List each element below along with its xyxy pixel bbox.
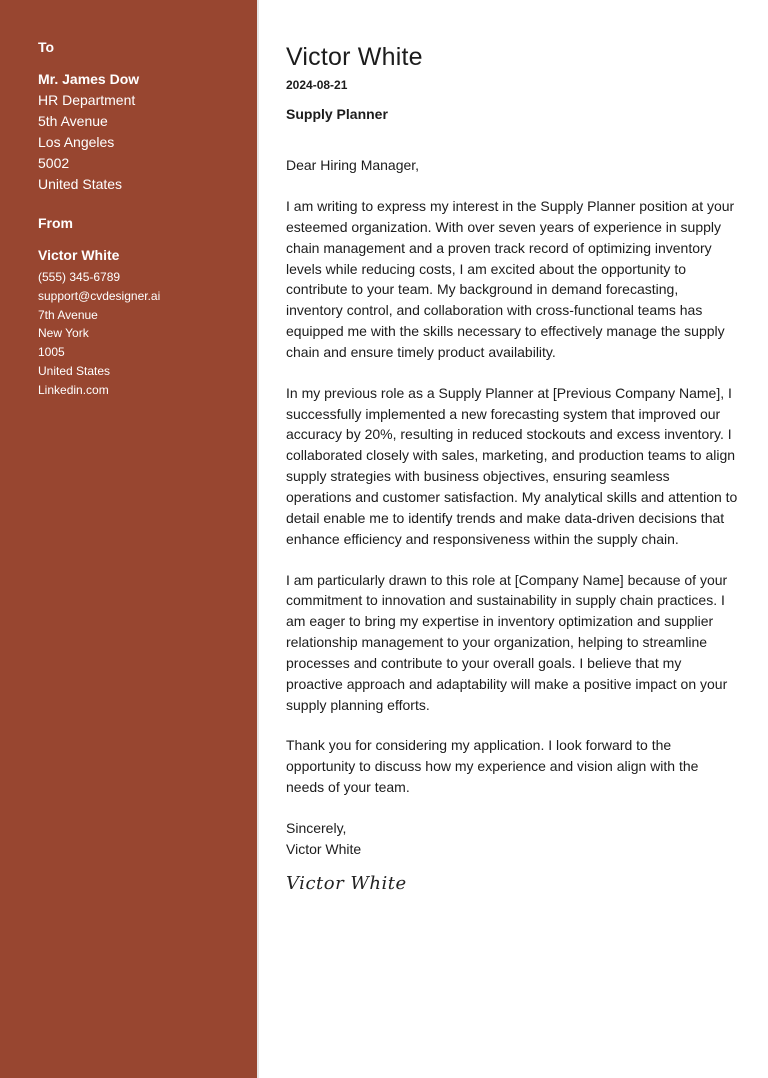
paragraph-3: I am particularly drawn to this role at [Company Name] because of your commitment to innovation and sustainability in supply chain practices. I am eager to bring my expertise in inventory optimization and supplier relationship management to your organization, helping to streamline processes and contribute to your overall goals. I believe that my proactive approach and adaptability will make a positive impact on your supply planning efforts. — [286, 571, 728, 713]
sender-street: 7th Avenue — [38, 307, 98, 322]
sender-name: Victor White — [38, 247, 120, 263]
recipient-name: Mr. James Dow — [38, 71, 140, 87]
sender-city: New York — [38, 326, 89, 341]
to-heading: To — [38, 39, 55, 55]
paragraph-2: In my previous role as a Supply Planner at [Previous Company Name], I successfully implemented a new forecasting system that improved our accuracy by 20%, resulting in reduced stockouts and excess inventory. I collaborated closely with sales, marketing, and production teams to align supply strategies with business objectives, ensuring seamless operations and customer satisfaction. My analytical skills and attention to detail enable me to identify trends and make data-driven decisions that enhance efficiency and responsiveness within the supply chain. — [286, 384, 738, 547]
sender-country: United States — [38, 363, 111, 378]
sender-email: support@cvdesigner.ai — [38, 288, 161, 303]
sidebar — [0, 0, 257, 1078]
closing-phrase: Sincerely, — [286, 819, 347, 836]
from-heading: From — [38, 215, 73, 231]
job-title: Supply Planner — [286, 106, 388, 122]
sender-block — [38, 245, 237, 400]
paragraph-1: I am writing to express my interest in the Supply Planner position at your esteemed organization. With over seven years of experience in supply chain management and a proven track record of optimizing inventory levels while reducing costs, I am excited about the opportunity to contribute to your team. My background in demand forecasting, inventory control, and collaboration with cross-functional teams has equipped me with the skills necessary to effectively manage the supply chain and ensure timely product availability. — [286, 198, 735, 360]
recipient-street: 5th Avenue — [38, 113, 108, 129]
closing-block — [286, 818, 738, 860]
recipient-department: HR Department — [38, 92, 136, 108]
handwritten-signature: Victor White — [286, 872, 407, 894]
letter-date: 2024-08-21 — [286, 78, 348, 92]
recipient-city: Los Angeles — [38, 134, 115, 150]
letter-body — [259, 0, 768, 1078]
sender-phone: (555) 345-6789 — [38, 270, 121, 284]
recipient-postcode: 5002 — [38, 155, 70, 171]
applicant-name: Victor White — [286, 43, 423, 71]
recipient-country: United States — [38, 176, 123, 192]
closing-name: Victor White — [286, 840, 362, 857]
salutation: Dear Hiring Manager, — [286, 157, 420, 173]
paragraph-4: Thank you for considering my application. I look forward to the opportunity to discuss how my experience and vision align with the needs of your team. — [286, 737, 699, 796]
sender-postcode: 1005 — [38, 345, 65, 360]
recipient-block — [38, 69, 237, 195]
sender-linkedin: Linkedin.com — [38, 382, 109, 397]
